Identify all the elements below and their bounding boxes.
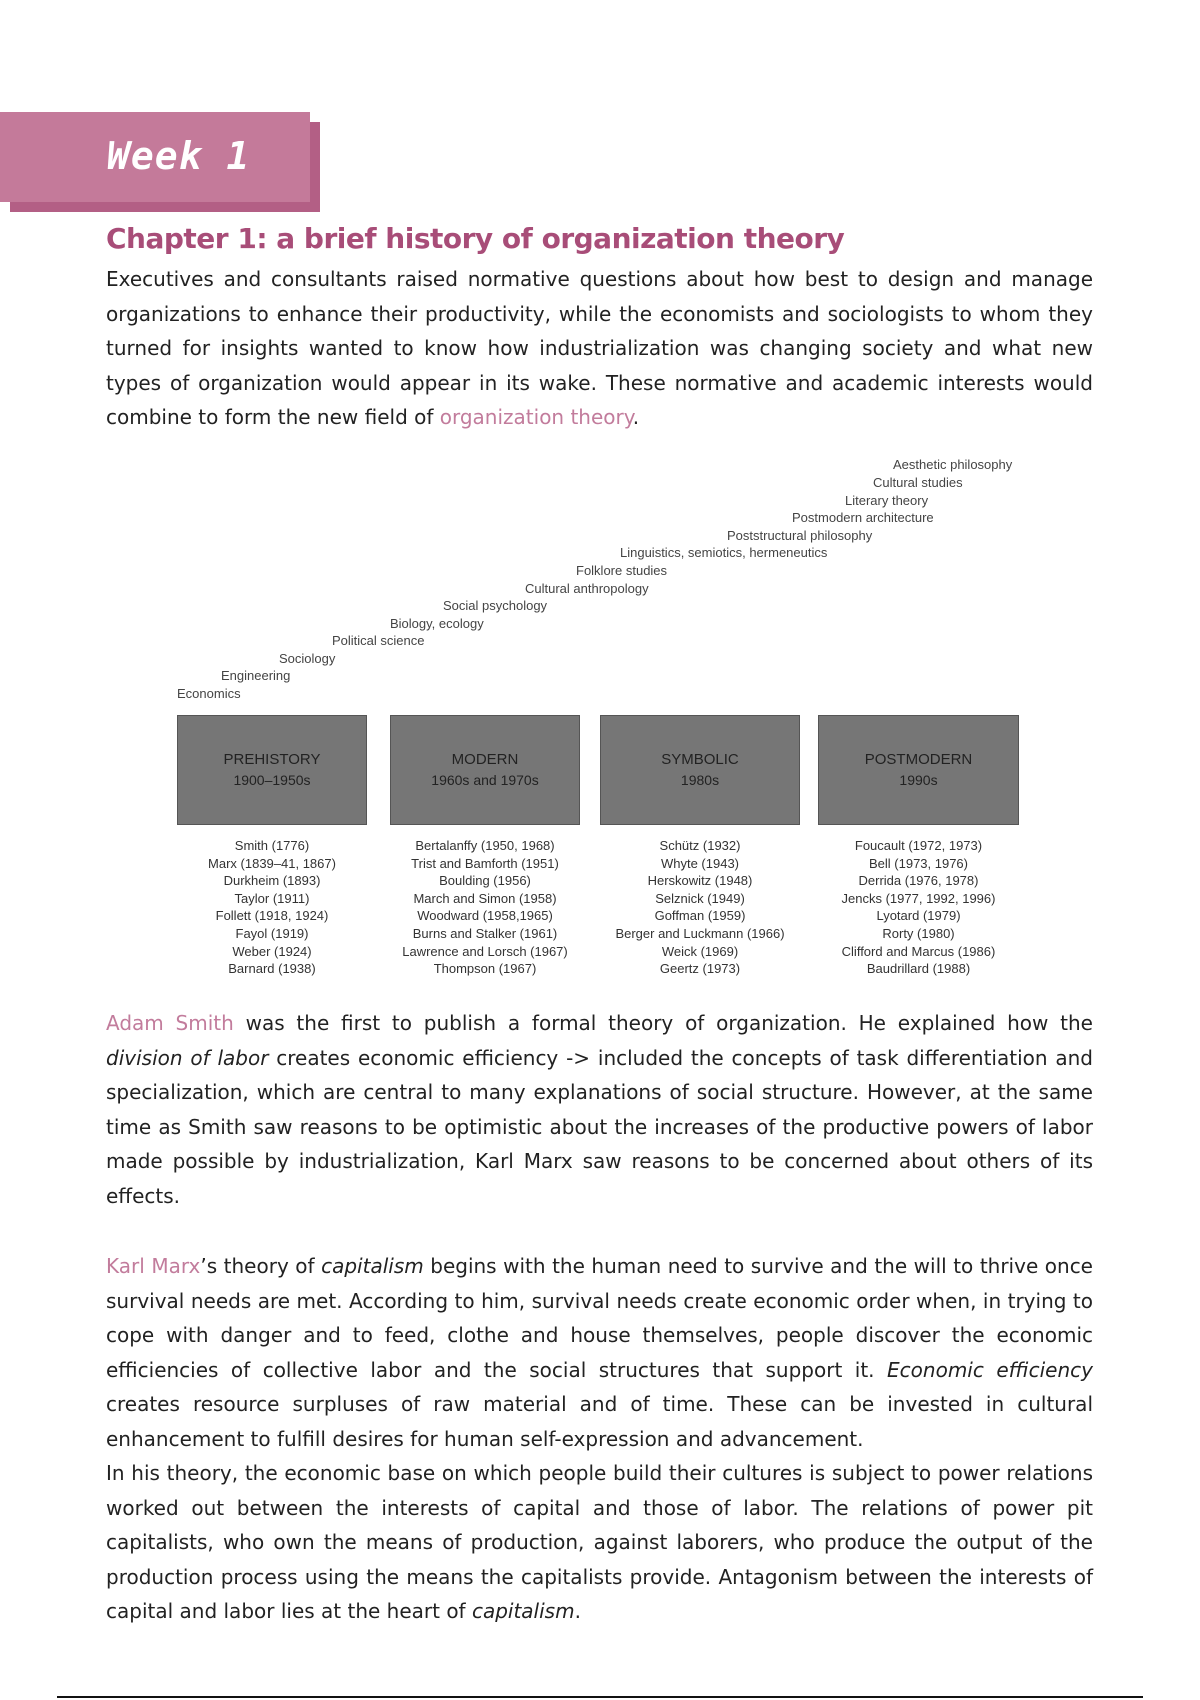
week-banner bbox=[0, 112, 310, 202]
era-dates: 1980s bbox=[680, 772, 720, 788]
discipline-label: Poststructural philosophy bbox=[727, 528, 873, 543]
marx-text: creates resource surpluses of raw material and of time. These can be invested in cultural enhancement to fulfill desires for human self-expression and advancement. bbox=[106, 1392, 1093, 1451]
chapter-title: Chapter 1: a brief history of organization theory bbox=[106, 222, 845, 255]
reference: Baudrillard (1988) bbox=[866, 961, 971, 977]
discipline-label: Political science bbox=[332, 633, 425, 648]
economic-efficiency-term: Economic efficiency bbox=[887, 1357, 1093, 1382]
power-text: In his theory, the economic base on which people build their cultures is subject to power relations worked out between the interests of capital and those of labor. The relations of power pit capitalists, who own the means of production, against laborers, who produce the output of the production process using the means the capitalists provide. Antagonism between the interests of capital and labor lies at the heart of bbox=[106, 1461, 1093, 1623]
era-box-modern bbox=[390, 715, 580, 825]
reference: Boulding (1956) bbox=[439, 873, 531, 889]
reference: Foucault (1972, 1973) bbox=[854, 838, 983, 853]
intro-paragraph bbox=[106, 262, 1093, 435]
capitalism-term: capitalism bbox=[321, 1254, 424, 1278]
era-name: SYMBOLIC bbox=[661, 751, 739, 768]
reference: Lawrence and Lorsch (1967) bbox=[402, 943, 568, 959]
discipline-label: Cultural studies bbox=[873, 475, 963, 490]
bottom-divider bbox=[57, 1696, 1143, 1698]
reference: Herskowitz (1948) bbox=[647, 873, 753, 889]
reference: Fayol (1919) bbox=[235, 925, 309, 941]
division-of-labor-term: division of labor bbox=[106, 1045, 269, 1070]
reference: Burns and Stalker (1961) bbox=[412, 925, 558, 941]
intro-text: Executives and consultants raised normative questions about how best to design and manage organizations to enhance their productivity, while the economists and sociologists to whom they turned for insights wanted to know how industrialization was changing society and what new types of organization would appear in its wake. These normative and academic interests would combine to form the new field of bbox=[106, 267, 1093, 429]
discipline-label: Social psychology bbox=[443, 598, 548, 613]
era-dates: 1990s bbox=[899, 772, 938, 788]
reference: Schütz (1932) bbox=[659, 838, 741, 853]
history-figure bbox=[165, 445, 1050, 985]
reference: Goffman (1959) bbox=[654, 908, 746, 924]
era-box-prehistory bbox=[177, 715, 367, 825]
intro-end: . bbox=[632, 405, 640, 429]
references-prehistory bbox=[177, 837, 367, 978]
discipline-label: Economics bbox=[177, 686, 241, 701]
era-dates: 1900–1950s bbox=[233, 772, 311, 788]
discipline-label: Aesthetic philosophy bbox=[893, 457, 1013, 472]
marx-paragraph bbox=[106, 1249, 1093, 1456]
reference: Geertz (1973) bbox=[659, 961, 741, 977]
reference: Trist and Bamforth (1951) bbox=[411, 855, 559, 871]
discipline-label: Sociology bbox=[279, 651, 336, 666]
era-name: POSTMODERN bbox=[864, 751, 973, 768]
discipline-label: Linguistics, semiotics, hermeneutics bbox=[620, 545, 828, 560]
era-name: PREHISTORY bbox=[223, 751, 321, 768]
power-end: . bbox=[574, 1599, 581, 1623]
discipline-label: Literary theory bbox=[845, 493, 929, 508]
reference: Thompson (1967) bbox=[433, 961, 537, 977]
references-modern bbox=[390, 837, 580, 978]
discipline-label: Postmodern architecture bbox=[792, 510, 934, 525]
reference: Lyotard (1979) bbox=[876, 908, 961, 924]
reference: Weber (1924) bbox=[232, 943, 312, 959]
marx-text: begins with the human need to survive and the will to thrive once survival needs are met. According to him, survival needs create economic order when, in trying to cope with danger and to feed, clothe and house themselves, people discover the economic efficiencies of collective labor and the social structures that support it. bbox=[106, 1254, 1093, 1382]
references-symbolic bbox=[600, 837, 800, 978]
reference: Smith (1776) bbox=[234, 838, 310, 853]
era-box-postmodern bbox=[818, 715, 1019, 825]
reference: Bell (1973, 1976) bbox=[868, 855, 968, 871]
reference: Whyte (1943) bbox=[660, 855, 740, 871]
smith-text: creates economic efficiency -> included the concepts of task differentiation and specialization, which are central to many explanations of social structure. However, at the same time as Smith saw reasons to be optimistic about the increases of the productive powers of labor made possible by industrialization, Karl Marx saw reasons to be concerned about others of its effects. bbox=[106, 1045, 1094, 1208]
era-name: MODERN bbox=[451, 751, 519, 768]
reference: Taylor (1911) bbox=[234, 890, 310, 906]
marx-text: ’s theory of bbox=[200, 1254, 322, 1278]
reference: Barnard (1938) bbox=[228, 961, 316, 977]
adam-smith-link[interactable]: Adam Smith bbox=[106, 1011, 234, 1035]
reference: Derrida (1976, 1978) bbox=[858, 873, 979, 889]
reference: Jencks (1977, 1992, 1996) bbox=[841, 890, 996, 906]
capitalism-term: capitalism bbox=[471, 1599, 575, 1623]
reference: Follett (1918, 1924) bbox=[215, 908, 329, 924]
week-label: Week 1 bbox=[107, 134, 251, 178]
discipline-label: Folklore studies bbox=[576, 563, 668, 578]
reference: Clifford and Marcus (1986) bbox=[841, 943, 996, 959]
reference: Weick (1969) bbox=[661, 943, 739, 959]
reference: Woodward (1958,1965) bbox=[417, 908, 553, 924]
reference: Marx (1839–41, 1867) bbox=[208, 855, 336, 871]
discipline-label: Engineering bbox=[221, 668, 291, 683]
reference: Durkheim (1893) bbox=[223, 873, 321, 889]
reference: Rorty (1980) bbox=[882, 925, 955, 941]
era-box-symbolic bbox=[600, 715, 800, 825]
reference: Berger and Luckmann (1966) bbox=[615, 925, 785, 941]
reference: Selznick (1949) bbox=[655, 890, 745, 906]
smith-text: was the first to publish a formal theory of organization. He explained how the bbox=[233, 1011, 1093, 1035]
reference: March and Simon (1958) bbox=[413, 890, 557, 906]
discipline-label: Cultural anthropology bbox=[525, 581, 649, 596]
smith-paragraph bbox=[106, 1006, 1093, 1213]
power-relations-paragraph bbox=[106, 1456, 1093, 1629]
discipline-label: Biology, ecology bbox=[390, 616, 484, 631]
organization-theory-link[interactable]: organization theory bbox=[439, 405, 633, 429]
references-postmodern bbox=[818, 837, 1019, 978]
karl-marx-link[interactable]: Karl Marx bbox=[106, 1254, 201, 1278]
era-dates: 1960s and 1970s bbox=[431, 772, 539, 788]
reference: Bertalanffy (1950, 1968) bbox=[415, 838, 555, 853]
